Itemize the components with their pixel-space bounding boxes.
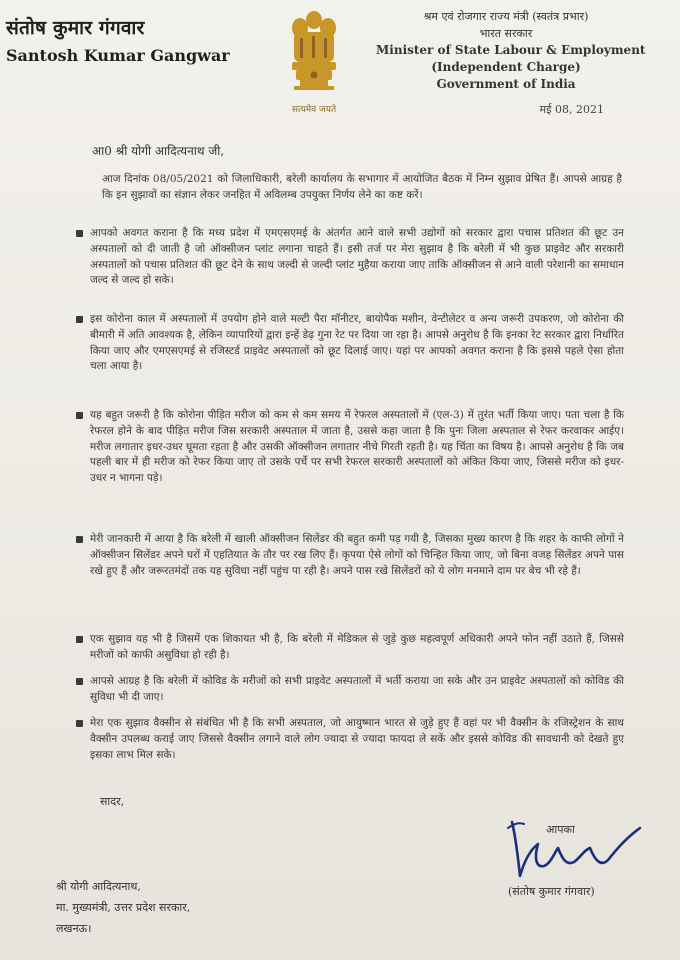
ministry-line-english: Minister of State Labour & Employment — [376, 43, 646, 57]
square-bullet-icon — [76, 316, 83, 323]
ministry-line-hindi: श्रम एवं रोजगार राज्य मंत्री (स्वतंत्र प्रभार) — [423, 10, 589, 23]
recipient-designation: मा. मुख्यमंत्री, उत्तर प्रदेश सरकार, — [56, 901, 191, 914]
recipient-address — [56, 876, 190, 939]
signature-icon — [500, 814, 650, 884]
square-bullet-icon — [76, 720, 83, 727]
government-line-hindi: भारत सरकार — [479, 27, 533, 40]
list-item-text: मेरी जानकारी में आया है कि बरेली में खाली ऑक्सीजन सिलेंडर की बहुत कमी पड़ गयी है, जिसका मुख्य कारण है कि शहर के काफी लोगों ने ऑक्सीजन सिलेंडर अपने घरों में एहतियात के तौर पर रख लिए हैं। कृपया ऐसे लोगों को चिन्हित किया जाए, जो बिना वजह सिलेंडर अपने पास रखे हुए हैं और जरूरतमंदों तक यह सुविधा नहीं पहुंच पा रही है। अपने पास रखे सिलेंडरों को ये लोग मनमाने दाम पर बेच भी रहे हैं। — [90, 533, 624, 577]
list-item-text: आपसे आग्रह है कि बरेली में कोविड के मरीजों को सभी प्राइवेट अस्पतालों में भर्ती कराया जा सके और उन प्राइवेट अस्पतालों को कोविड की सुविधा भी दी जाए। — [90, 675, 624, 703]
list-item — [76, 226, 624, 289]
intro-paragraph: आज दिनांक 08/05/2021 को जिलाधिकारी, बरेली कार्यालय के सभागार में आयोजित बैठक में निम्न सुझाव प्रेषित हैं। आपसे आग्रह है कि इन सुझावों का संज्ञान लेकर जनहित में अविलम्ब उपयुक्त निर्णय लेने का कष्ट करें। — [102, 173, 622, 201]
list-item — [76, 532, 624, 579]
square-bullet-icon — [76, 636, 83, 643]
charge-line-english: (Independent Charge) — [431, 60, 581, 74]
list-item — [76, 716, 624, 763]
recipient-name: श्री योगी आदित्यनाथ, — [56, 880, 141, 893]
signoff-label: आपका — [546, 823, 575, 836]
signer-name: (संतोष कुमार गंगवार) — [508, 885, 595, 898]
list-item-text: यह बहुत जरूरी है कि कोरोना पीड़ित मरीज को कम से कम समय में रेफरल अस्पतालों में (एल-3) में तुरंत भर्ती किया जाए। पता चला है कि रेफरल होने के बाद पीड़ित मरीज जिस सरकारी अस्पताल में जाता है, उससे कहा जाता है कि पुनः जिला अस्पताल से रेफर करवाकर आईए। मरीज लगातार इधर-उधर घूमता रहता है और उसकी ऑक्सीजन लगातार नीचे गिरती रहती है। यह चिंता का विषय है। आपसे अनुरोध है कि जब पहली बार में ही मरीज को रेफर किया जाए तो उसके पर्चे पर सभी रेफरल सरकारी अस्पतालों को अंकित किया जाए, जिससे मरीज को इधर-उधर न भागना पड़े। — [90, 409, 624, 485]
list-item-text: मेरा एक सुझाव वैक्सीन से संबंधित भी है कि सभी अस्पताल, जो आयुष्मान भारत से जुड़े हुए हैं वहां पर भी वैक्सीन के रजिस्ट्रेशन के साथ वैक्सीन उपलब्ध कराई जाए जिससे वैक्सीन लगाने वाले लोग ज्यादा से ज्यादा फायदा ले सकें और इससे कोविड की सावधानी को देखते हुए इसका लाभ मिल सके। — [90, 717, 624, 761]
square-bullet-icon — [76, 678, 83, 685]
closing-salutation: सादर, — [100, 795, 125, 808]
government-line-english: Government of India — [436, 77, 576, 91]
ministry-block — [376, 8, 646, 93]
list-item — [76, 312, 624, 375]
national-emblem-icon — [286, 8, 342, 102]
square-bullet-icon — [76, 412, 83, 419]
list-item-text: इस कोरोना काल में अस्पतालों में उपयोग होने वाले मल्टी पैरा मॉनीटर, बायोपैक मशीन, वेन्टीलेटर व अन्य जरूरी उपकरण, जो कोरोना की बीमारी में अति आवश्यक है, लेकिन व्यापारियों द्वारा इन्हें डेढ़ गुना रेट पर दिया जा रहा है। आपसे अनुरोध है कि इनका रेट सरकार द्वारा निर्धारित किया जाए और एमएसएमई से रजिस्टर्ड प्राइवेट अस्पतालों को छूट दिलाई जाए। यहां पर आपको अवगत कराना है कि इससे पहले ऐसा होता चला आया है। — [90, 313, 624, 373]
square-bullet-icon — [76, 230, 83, 237]
sender-name-hindi: संतोष कुमार गंगवार — [6, 17, 145, 39]
list-item — [76, 632, 624, 664]
emblem-motto: सत्यमेव जयते — [291, 105, 337, 115]
sender-name-english: Santosh Kumar Gangwar — [6, 46, 230, 65]
list-item-text: आपको अवगत कराना है कि मध्य प्रदेश में एमएसएमई के अंतर्गत आने वाले सभी उद्योगों को सरकार द्वारा पचास प्रतिशत की छूट उन अस्पतालों को दी जाती है जो ऑक्सीजन प्लांट लगाना चाहते हैं। इसी तर्ज पर मेरा सुझाव है कि बरेली में भी कुछ प्राइवेट और सरकारी अस्पतालों को पचास प्रतिशत की छूट देने के साथ जल्दी से जल्दी प्लांट मुहैया कराया जाए ताकि ऑक्सीजन से आने वाली परेशानी का समाधान जल्द से जल्द हो सके। — [90, 227, 624, 287]
list-item — [76, 408, 624, 487]
square-bullet-icon — [76, 536, 83, 543]
signature — [500, 814, 650, 888]
list-item — [76, 674, 624, 706]
recipient-city: लखनऊ। — [56, 922, 92, 935]
letter-date: मई 08, 2021 — [539, 103, 604, 116]
salutation: आ0 श्री योगी आदित्यनाथ जी, — [92, 144, 225, 158]
list-item-text: एक सुझाव यह भी है जिसमें एक शिकायत भी है, कि बरेली में मेडिकल से जुड़े कुछ महत्वपूर्ण अधिकारी अपने फोन नहीं उठाते हैं, जिससे मरीजों को काफी असुविधा हो रही है। — [90, 633, 624, 661]
sender-name-block — [6, 14, 230, 65]
national-emblem — [284, 8, 344, 116]
